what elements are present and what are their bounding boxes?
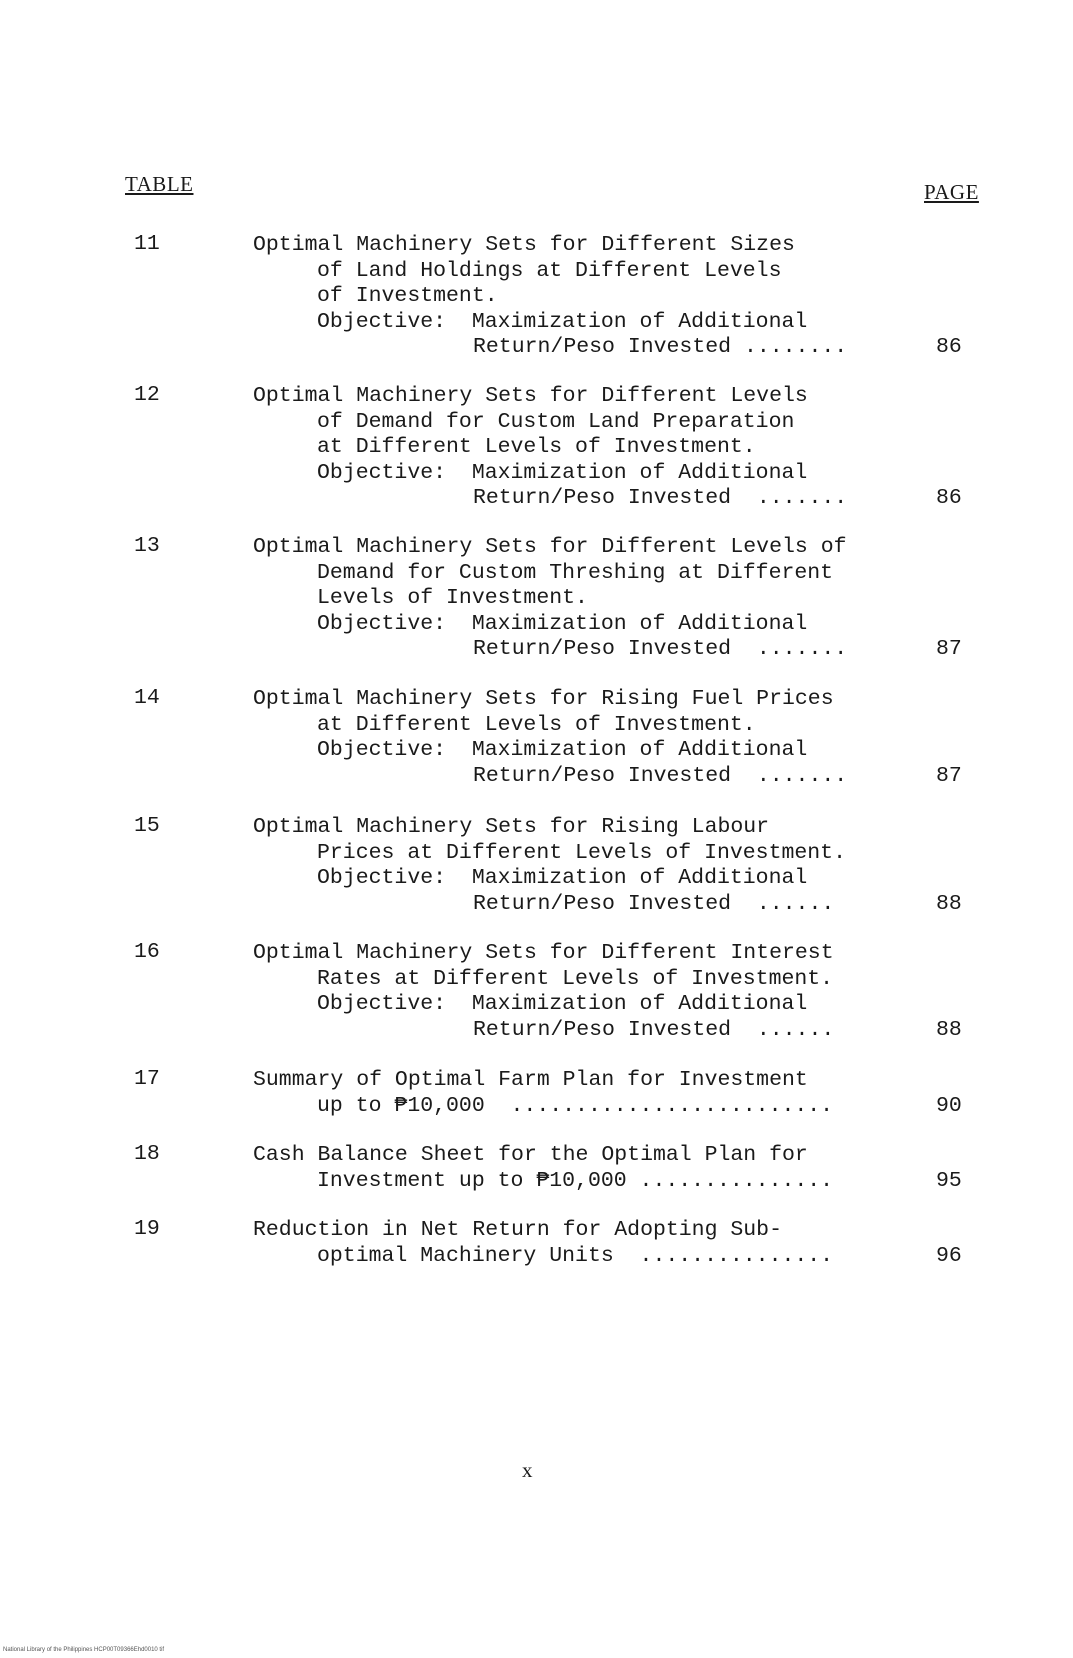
- table-entry-title-line: at Different Levels of Investment.: [317, 435, 756, 459]
- table-entry-title-line: of Land Holdings at Different Levels: [317, 258, 782, 283]
- table-entry-page: 88: [936, 891, 962, 916]
- table-entry-title-line: Investment up to ₱10,000 ...............: [317, 1168, 834, 1193]
- table-entry-title-line: Rates at Different Levels of Investment.: [317, 966, 834, 991]
- table-entry-title-line: Cash Balance Sheet for the Optimal Plan for: [253, 1143, 808, 1167]
- table-entry-number: 16: [134, 940, 160, 964]
- table-entry-title-line: Return/Peso Invested ......: [473, 1017, 835, 1042]
- table-entry-page: 96: [936, 1243, 962, 1268]
- table-entry-number: 11: [134, 232, 160, 256]
- page-column-header: PAGE: [924, 180, 979, 204]
- table-entry-title-line: Return/Peso Invested .......: [473, 486, 848, 510]
- table-entry-number: 14: [134, 686, 160, 710]
- table-entry-title-line: Demand for Custom Threshing at Different: [317, 560, 834, 585]
- table-entry-title-line: at Different Levels of Investment.: [317, 712, 756, 737]
- table-entry-number: 18: [134, 1142, 160, 1166]
- table-entry-title-line: Levels of Investment.: [317, 586, 588, 610]
- table-entry-title-line: Objective: Maximization of Additional: [317, 611, 808, 636]
- table-entry-page: 87: [936, 637, 962, 661]
- table-entry-title-line: Optimal Machinery Sets for Different Levels of: [253, 535, 847, 559]
- table-entry-title-line: of Demand for Custom Land Preparation: [317, 409, 795, 434]
- table-entry-title-line: up to ₱10,000 .........................: [317, 1093, 834, 1118]
- table-entry-title-line: Return/Peso Invested ........: [473, 335, 848, 359]
- table-entry-page: 95: [936, 1168, 962, 1193]
- table-entry-title-line: Objective: Maximization of Additional: [317, 738, 808, 762]
- page-number: x: [522, 1458, 533, 1482]
- table-entry-title-line: Optimal Machinery Sets for Different Sizes: [253, 233, 795, 257]
- table-entry-title-line: optimal Machinery Units ...............: [317, 1243, 834, 1268]
- table-entry-number: 19: [134, 1217, 160, 1241]
- table-entry-title-line: Optimal Machinery Sets for Rising Fuel Prices: [253, 687, 834, 711]
- table-entry-title-line: Return/Peso Invested .......: [473, 763, 848, 788]
- table-entry-title-line: Objective: Maximization of Additional: [317, 309, 808, 334]
- table-entry-number: 13: [134, 534, 160, 558]
- table-entry-page: 87: [936, 763, 962, 788]
- table-entry-number: 12: [134, 383, 160, 407]
- table-entry-title-line: Objective: Maximization of Additional: [317, 992, 808, 1016]
- table-entry-page: 86: [936, 486, 962, 510]
- table-entry-title-line: Prices at Different Levels of Investment.: [317, 840, 846, 865]
- table-entry-title-line: Reduction in Net Return for Adopting Sub-: [253, 1218, 782, 1242]
- table-entry-title-line: of Investment.: [317, 284, 498, 308]
- table-entry-number: 15: [134, 814, 160, 838]
- scan-caption: National Library of the Philippines HCP00T09366Ehd0010 tif: [3, 1647, 165, 1653]
- table-entry-title-line: Return/Peso Invested .......: [473, 637, 848, 661]
- table-entry-title-line: Optimal Machinery Sets for Different Levels: [253, 384, 808, 408]
- table-entry-title-line: Objective: Maximization of Additional: [317, 866, 808, 890]
- table-column-header: TABLE: [125, 172, 194, 196]
- table-entry-title-line: Summary of Optimal Farm Plan for Investment: [253, 1068, 808, 1092]
- table-entry-page: 90: [936, 1093, 962, 1118]
- table-entry-page: 88: [936, 1017, 962, 1042]
- table-entry-number: 17: [134, 1067, 160, 1091]
- table-entry-title-line: Optimal Machinery Sets for Different Interest: [253, 941, 834, 965]
- table-entry-title-line: Optimal Machinery Sets for Rising Labour: [253, 815, 770, 839]
- table-entry-title-line: Return/Peso Invested ......: [473, 891, 835, 916]
- table-entry-page: 86: [936, 335, 962, 359]
- table-entry-title-line: Objective: Maximization of Additional: [317, 460, 808, 485]
